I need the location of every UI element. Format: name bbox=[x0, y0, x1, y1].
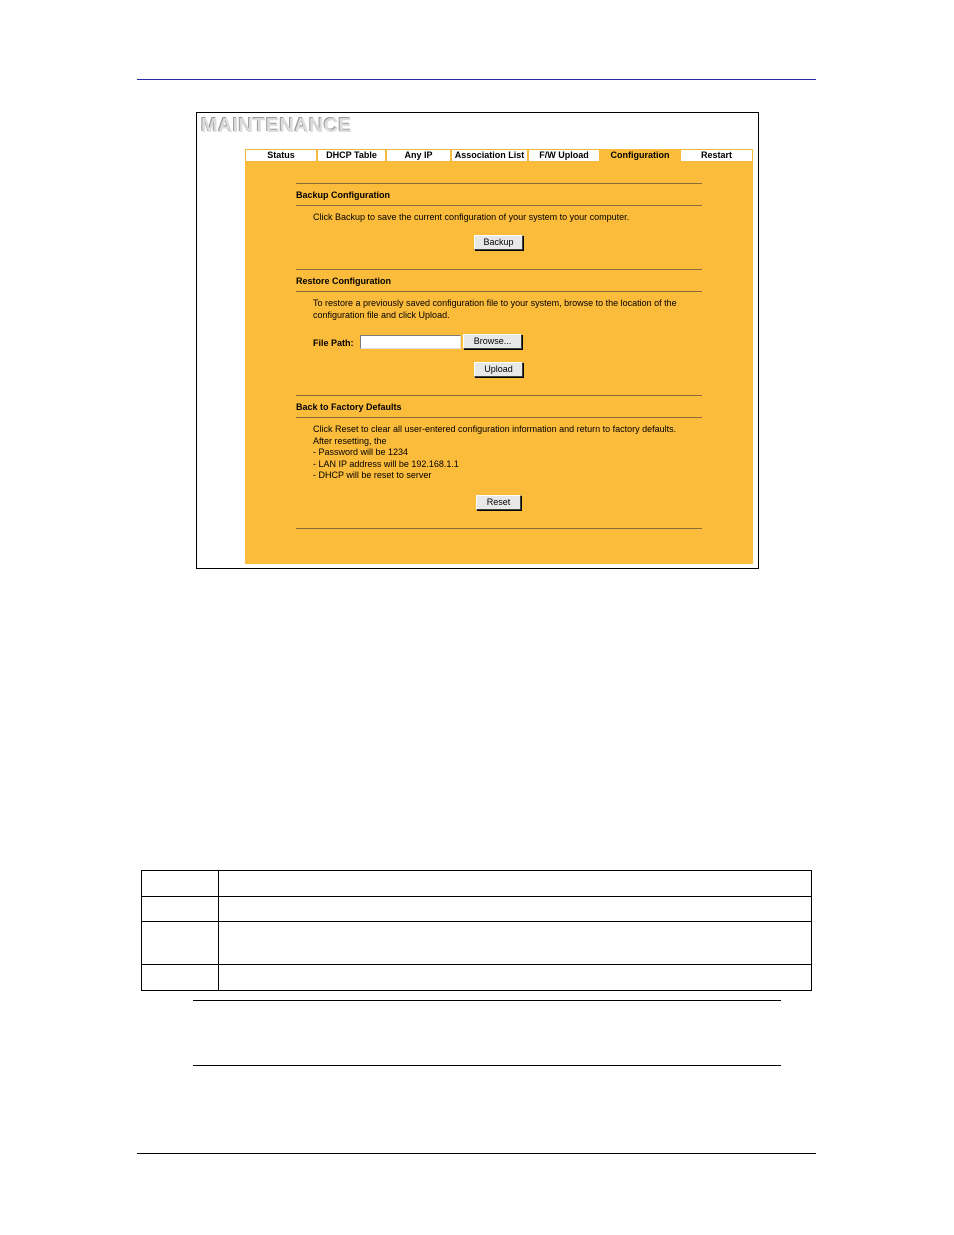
divider bbox=[296, 417, 702, 418]
file-path-label: File Path: bbox=[313, 338, 354, 348]
upload-button[interactable]: Upload bbox=[474, 362, 523, 377]
divider bbox=[296, 291, 702, 292]
factory-line: - DHCP will be reset to server bbox=[313, 470, 432, 480]
restore-description-line1: To restore a previously saved configuration file to your system, browse to the location of the bbox=[313, 298, 677, 308]
divider bbox=[296, 183, 702, 184]
footer-rule bbox=[137, 1153, 816, 1154]
tab-association-list[interactable]: Association List bbox=[451, 149, 528, 162]
table-row bbox=[142, 922, 812, 965]
tab-status[interactable]: Status bbox=[245, 149, 317, 162]
divider bbox=[296, 528, 702, 529]
backup-section-title: Backup Configuration bbox=[296, 190, 390, 200]
page-title: MAINTENANCE bbox=[201, 115, 353, 137]
divider bbox=[296, 395, 702, 396]
tab-restart[interactable]: Restart bbox=[680, 149, 753, 162]
factory-line: - Password will be 1234 bbox=[313, 447, 409, 457]
factory-line: - LAN IP address will be 192.168.1.1 bbox=[313, 458, 459, 469]
header-rule bbox=[137, 79, 816, 80]
note-top-rule bbox=[193, 1000, 781, 1001]
table-row bbox=[142, 871, 812, 897]
backup-description: Click Backup to save the current configuration of your system to your computer. bbox=[313, 212, 630, 222]
table-row bbox=[142, 897, 812, 922]
note-bottom-rule bbox=[193, 1065, 781, 1066]
file-path-input[interactable] bbox=[360, 335, 461, 349]
backup-button[interactable]: Backup bbox=[474, 235, 523, 250]
restore-section-title: Restore Configuration bbox=[296, 276, 392, 286]
factory-line: After resetting, the bbox=[313, 435, 387, 446]
field-description-table bbox=[141, 870, 812, 991]
tab-any-ip[interactable]: Any IP bbox=[386, 149, 451, 162]
tab-bar bbox=[245, 149, 753, 162]
reset-button[interactable]: Reset bbox=[476, 495, 521, 510]
browse-button[interactable]: Browse... bbox=[463, 334, 522, 349]
factory-section-title: Back to Factory Defaults bbox=[296, 402, 402, 412]
divider bbox=[296, 269, 702, 270]
factory-line: Click Reset to clear all user-entered configuration information and return to factory defaults. bbox=[313, 424, 677, 434]
tab-configuration[interactable]: Configuration bbox=[600, 149, 680, 162]
tab-fw-upload[interactable]: F/W Upload bbox=[528, 149, 600, 162]
restore-description-line2: configuration file and click Upload. bbox=[313, 310, 450, 320]
configuration-panel bbox=[245, 162, 753, 564]
divider bbox=[296, 205, 702, 206]
table-row bbox=[142, 965, 812, 991]
maintenance-screenshot bbox=[196, 112, 759, 569]
tab-dhcp-table[interactable]: DHCP Table bbox=[317, 149, 386, 162]
